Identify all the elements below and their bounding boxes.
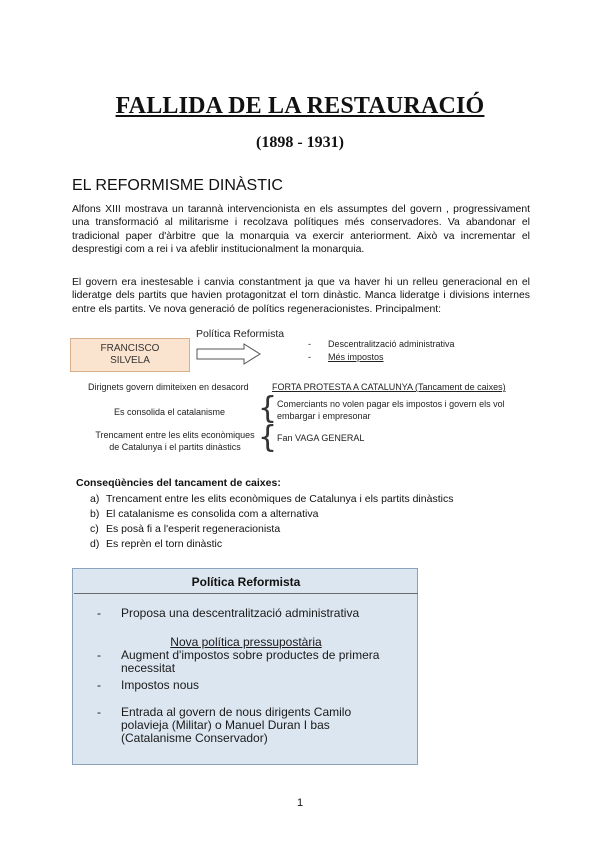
reform-item: - Proposa una descentralització administrativa (97, 606, 360, 620)
diagram-left-item: Dirignets govern dimiteixen en desacord (88, 382, 249, 392)
diagram-left-item: Trencament entre les elits econòmiques de Catalunya i el partits dinàstics (95, 430, 255, 452)
measure-item: - Més impostos (308, 352, 384, 362)
reform-box-title: Política Reformista (191, 575, 301, 589)
consequences-list (76, 492, 453, 552)
section-heading: EL REFORMISME DINÀSTIC (72, 177, 283, 194)
reform-item: - Augment d'impostos sobre productes de primera necessitat (97, 648, 380, 675)
reform-item: - Impostos nous (97, 678, 200, 692)
divider (74, 593, 418, 594)
list-item: c) Es posà fi a l'esperit regeneracionista (90, 523, 281, 535)
silvela-box (70, 338, 190, 372)
list-item: a) Trencament entre les elits econòmiques de Catalunya i els partits dinàstics (90, 493, 454, 505)
right-arrow-icon (196, 343, 262, 365)
paragraph-1: Alfons XIII mostrava un tarannà intervencionista en els assumptes del govern , progressivament una transformació al militarisme i recolzava polítiques més conservadores. Va abandonar el tradicional paper d'àrbitre que la monarquia va exercir anteriorment. Això va incrementar el desprestigi com a rei i va afeblir institucionalment la monarquia. (72, 204, 530, 255)
protest-heading: FORTA PROTESTA A CATALUNYA (Tancament de caixes) (272, 382, 506, 392)
list-item: b) El catalanisme es consolida com a alternativa (90, 508, 319, 520)
page-title: FALLIDA DE LA RESTAURACIÓ (115, 93, 485, 119)
reform-subheading: Nova política pressupostària (170, 635, 322, 649)
brace-icon: { (258, 420, 278, 455)
paragraph-2: El govern era inestesable i canvia constantment ja que va haver hi un relleu generacional en el lideratge dels partits que havien protagonitzat el torn dinàstic. Manca lideratge i divisions internes entre els partits. Ve nova generació de polítics regeneracionistes. Principalment: (72, 277, 530, 315)
protest-item: Comerciants no volen pagar els impostos i govern els vol embargar i empresonar (277, 399, 505, 421)
list-item: d) Es reprèn el torn dinàstic (90, 538, 223, 550)
measure-item: - Descentralització administrativa (308, 339, 455, 349)
protest-item: Fan VAGA GENERAL (277, 433, 365, 443)
consequences-title: Conseqüències del tancament de caixes: (76, 477, 281, 489)
reform-box (72, 568, 418, 765)
arrow-label: Política Reformista (196, 328, 285, 340)
diagram-left-item: Es consolida el catalanisme (114, 407, 226, 417)
silvela-label: FRANCISCO SILVELA (100, 343, 160, 366)
reform-item: - Entrada al govern de nous dirigents Camilo polavieja (Militar) o Manuel Duran I bas (Catalanisme Conservador) (97, 705, 352, 745)
page-subtitle: (1898 - 1931) (256, 134, 344, 151)
page-number: 1 (296, 797, 304, 809)
brace-icon: { (258, 391, 278, 426)
